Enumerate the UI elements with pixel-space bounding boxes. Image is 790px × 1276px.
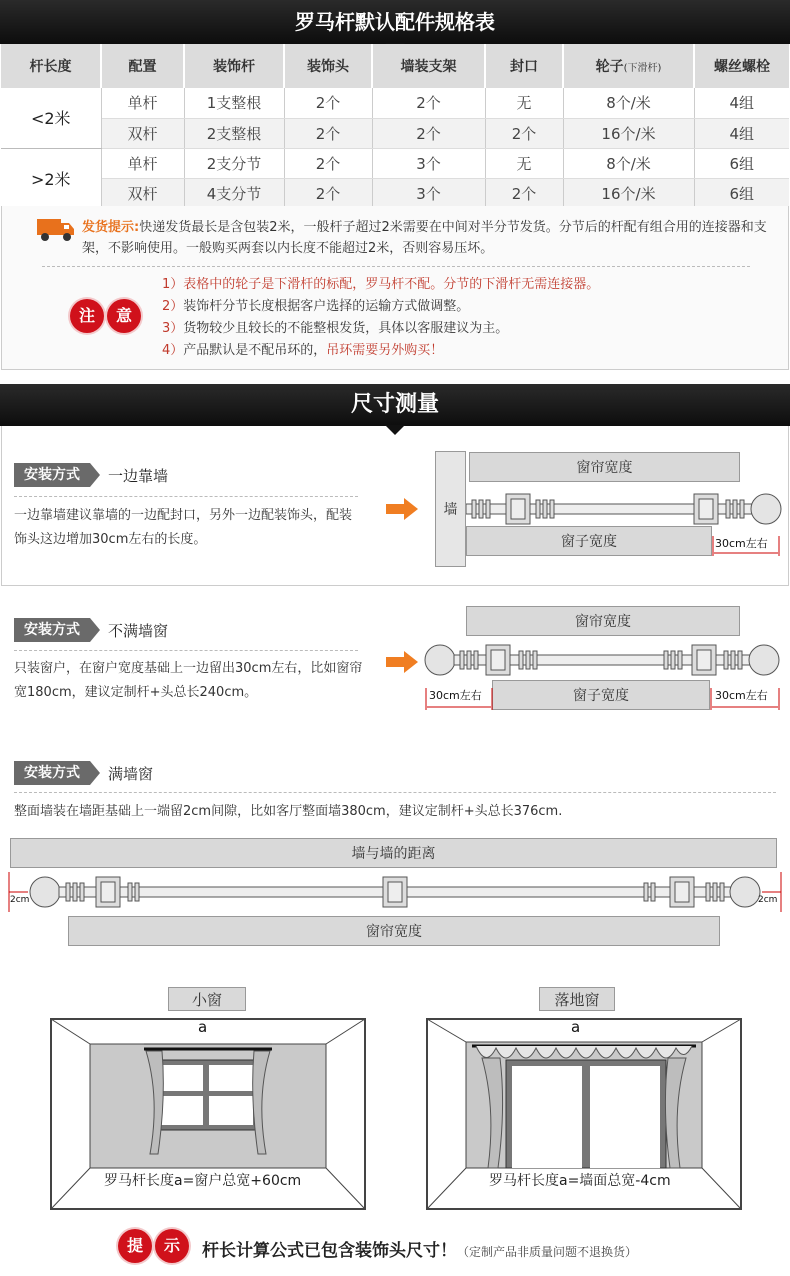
method-name-3: 满墙窗 bbox=[108, 765, 154, 783]
col-bracket: 墙装支架 bbox=[372, 44, 485, 88]
table-cell: 4组 bbox=[694, 88, 789, 118]
table-cell: 8个/米 bbox=[563, 148, 694, 178]
col-wheels bbox=[563, 44, 694, 88]
table-cell: 3个 bbox=[372, 178, 485, 208]
table-cell: 2支整根 bbox=[184, 118, 284, 148]
footer-note bbox=[202, 1236, 637, 1261]
small-window-formula: 罗马杆长度a=窗户总宽+60cm bbox=[104, 1173, 302, 1189]
footer-badge-2: 示 bbox=[155, 1229, 189, 1263]
notice-text: 装饰杆分节长度根据客户选择的运输方式做调整。 bbox=[183, 299, 470, 314]
ext-label-2r: 30cm左右 bbox=[715, 689, 768, 702]
table-cell: 2个 bbox=[284, 148, 372, 178]
table-row bbox=[1, 88, 789, 118]
method-tag-3: 安装方式 bbox=[14, 761, 90, 785]
table-cell: 双杆 bbox=[101, 118, 184, 148]
col-rod-length: 杆长度 bbox=[1, 44, 101, 88]
notice-badge-1: 注 bbox=[70, 299, 104, 333]
truck-icon bbox=[37, 217, 75, 243]
col-rod: 装饰杆 bbox=[184, 44, 284, 88]
divider bbox=[42, 266, 750, 267]
window-width-box-1: 窗子宽度 bbox=[466, 526, 712, 556]
footer-sub: （定制产品非质量问题不退换货） bbox=[457, 1245, 638, 1259]
table-cell: 2个 bbox=[284, 88, 372, 118]
notice-item bbox=[162, 296, 762, 318]
measure-title: 尺寸测量 bbox=[350, 392, 439, 417]
notice-num: 4） bbox=[162, 343, 184, 358]
wall-distance-box: 墙与墙的距离 bbox=[10, 838, 777, 868]
table-cell: 1支整根 bbox=[184, 88, 284, 118]
arrow-right-icon bbox=[386, 651, 418, 673]
notice-text: 产品默认是不配吊环的， bbox=[183, 343, 327, 358]
wheels-sub: (下滑杆) bbox=[623, 63, 662, 74]
table-cell: 4支分节 bbox=[184, 178, 284, 208]
table-row bbox=[1, 148, 789, 178]
floor-window-a: a bbox=[571, 1018, 581, 1036]
measure-header bbox=[0, 384, 790, 426]
window-width-box-2: 窗子宽度 bbox=[492, 680, 710, 710]
table-cell: 3个 bbox=[372, 148, 485, 178]
table-cell: 16个/米 bbox=[563, 118, 694, 148]
notice-num: 1） bbox=[162, 277, 184, 292]
curtain-rod-2 bbox=[424, 640, 784, 680]
method-desc-3: 整面墙装在墙距基础上一端留2cm间隙，比如客厅整面墙380cm，建议定制杆+头总长376cm. bbox=[14, 804, 563, 819]
table-cell: 双杆 bbox=[101, 178, 184, 208]
table-row bbox=[1, 118, 789, 148]
notice-list bbox=[162, 274, 762, 362]
curtain-width-box-2: 窗帘宽度 bbox=[466, 606, 740, 636]
table-cell: 无 bbox=[485, 88, 563, 118]
curtain-width-box-1: 窗帘宽度 bbox=[469, 452, 740, 482]
shipping-label: 发货提示: bbox=[82, 220, 140, 235]
method-desc-2: 只装窗户，在窗户宽度基础上一边留出30cm左右，比如窗帘宽180cm，建议定制杆+头总长240cm。 bbox=[14, 661, 363, 700]
table-cell: 2个 bbox=[284, 118, 372, 148]
table-cell: 2支分节 bbox=[184, 148, 284, 178]
table-cell: 单杆 bbox=[101, 148, 184, 178]
group-label: <2米 bbox=[1, 88, 101, 148]
notice-item bbox=[162, 340, 762, 362]
col-config: 配置 bbox=[101, 44, 184, 88]
small-window-a: a bbox=[198, 1018, 208, 1036]
divider bbox=[14, 650, 358, 651]
notice-text: 货物较少且较长的不能整根发货，具体以客服建议为主。 bbox=[183, 321, 509, 336]
spec-table bbox=[1, 44, 789, 209]
method-tag-1: 安装方式 bbox=[14, 463, 90, 487]
spec-header bbox=[0, 0, 790, 44]
table-cell: 2个 bbox=[284, 178, 372, 208]
notice-text: 表格中的轮子是下滑杆的标配，罗马杆不配。分节的下滑杆无需连接器。 bbox=[183, 277, 600, 292]
group-label: >2米 bbox=[1, 148, 101, 208]
spec-title: 罗马杆默认配件规格表 bbox=[295, 10, 495, 34]
arrow-right-icon bbox=[386, 498, 418, 520]
table-cell: 无 bbox=[485, 148, 563, 178]
table-cell: 2个 bbox=[372, 118, 485, 148]
gap-label-left: 2cm bbox=[10, 895, 30, 905]
divider bbox=[14, 496, 358, 497]
curtain-rod-3 bbox=[8, 872, 782, 912]
floor-window-label: 落地窗 bbox=[539, 987, 615, 1011]
notice-item bbox=[162, 318, 762, 340]
method-name-2: 不满墙窗 bbox=[108, 622, 169, 640]
divider bbox=[14, 792, 776, 793]
floor-window-formula: 罗马杆长度a=墙面总宽-4cm bbox=[489, 1173, 671, 1189]
footer-badge-1: 提 bbox=[118, 1229, 152, 1263]
shipping-text: 快递发货最长是含包装2米，一般杆子超过2米需要在中间对半分节发货。分节后的杆配有组合用的连接器和支架，不影响使用。一般购买两套以内长度不能超过2米，否则容易压坏。 bbox=[82, 220, 767, 256]
gap-label-right: 2cm bbox=[758, 895, 778, 905]
footer-main: 杆长计算公式已包含装饰头尺寸！ bbox=[202, 1241, 457, 1261]
table-cell: 2个 bbox=[485, 118, 563, 148]
col-finial: 装饰头 bbox=[284, 44, 372, 88]
method-tag-2: 安装方式 bbox=[14, 618, 90, 642]
col-endcap: 封口 bbox=[485, 44, 563, 88]
table-cell: 4组 bbox=[694, 118, 789, 148]
shipping-note bbox=[82, 217, 782, 259]
wall-box: 墙 bbox=[435, 451, 466, 567]
table-cell: 8个/米 bbox=[563, 88, 694, 118]
ext-label-1: 30cm左右 bbox=[715, 537, 768, 550]
notice-num: 3） bbox=[162, 321, 184, 336]
table-cell: 2个 bbox=[485, 178, 563, 208]
table-cell: 单杆 bbox=[101, 88, 184, 118]
notice-item bbox=[162, 274, 762, 296]
spec-header-row bbox=[1, 44, 789, 88]
notice-num: 2） bbox=[162, 299, 184, 314]
ext-label-2l: 30cm左右 bbox=[429, 689, 482, 702]
curtain-rod-1 bbox=[466, 488, 782, 534]
table-cell: 2个 bbox=[372, 88, 485, 118]
table-row bbox=[1, 178, 789, 208]
table-cell: 6组 bbox=[694, 148, 789, 178]
notice-red-tail: 吊环需要另外购买！ bbox=[326, 343, 444, 358]
notice-badge-2: 意 bbox=[107, 299, 141, 333]
table-cell: 16个/米 bbox=[563, 178, 694, 208]
table-cell: 6组 bbox=[694, 178, 789, 208]
small-window-label: 小窗 bbox=[168, 987, 246, 1011]
curtain-width-box-3: 窗帘宽度 bbox=[68, 916, 720, 946]
method-desc-1: 一边靠墙建议靠墙的一边配封口，另外一边配装饰头，配装饰头这边增加30cm左右的长度。 bbox=[14, 508, 353, 547]
col-screws: 螺丝螺栓 bbox=[694, 44, 789, 88]
method-name-1: 一边靠墙 bbox=[108, 467, 169, 485]
wheels-label: 轮子 bbox=[595, 59, 624, 75]
